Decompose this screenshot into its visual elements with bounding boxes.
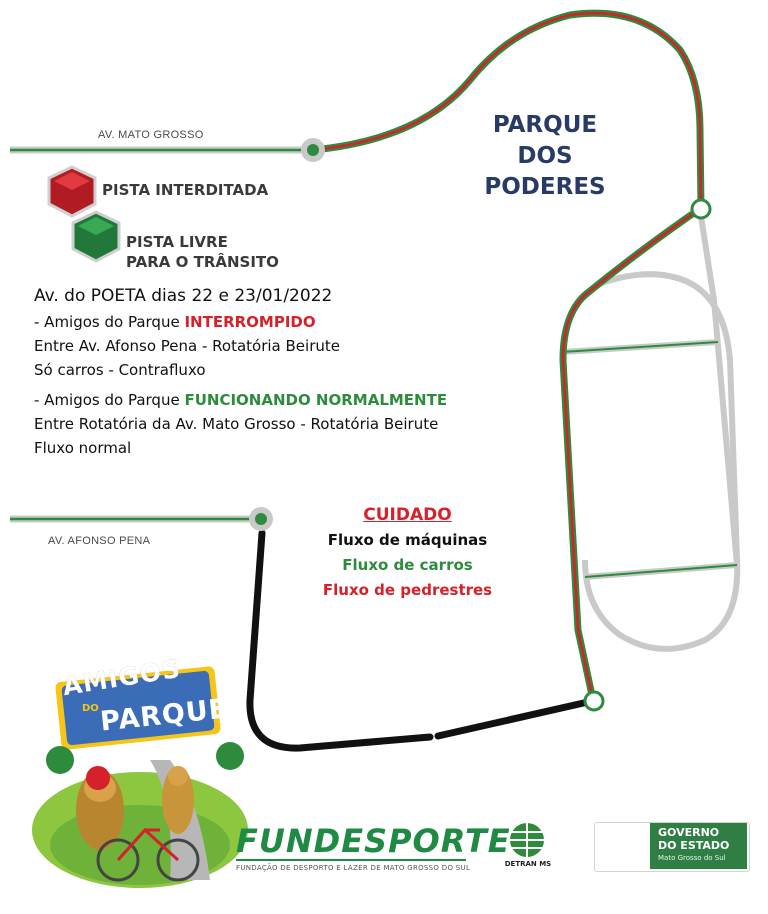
info-block2-line3: Fluxo normal <box>34 439 132 457</box>
info-date: Av. do POETA dias 22 e 23/01/2022 <box>34 286 333 306</box>
info-block2-prefix: - Amigos do Parque <box>34 391 185 409</box>
government-line3: Mato Grosso do Sul <box>658 854 726 862</box>
closed-hexagon-icon <box>49 167 95 216</box>
caution-title: CUIDADO <box>363 505 452 525</box>
legend-open-label <box>126 232 279 272</box>
info-block2-line1 <box>34 388 447 412</box>
info-block1-line1 <box>34 310 447 334</box>
cross-street-2-center <box>585 565 737 577</box>
node-beirute-top <box>692 200 710 218</box>
info-block1-line2: Entre Av. Afonso Pena - Rotatória Beirute <box>34 337 340 355</box>
node-mato-grosso <box>301 138 325 162</box>
government-logo-title <box>658 826 729 852</box>
park-title-line3: PODERES <box>484 174 606 200</box>
park-title-line2: DOS <box>517 143 573 169</box>
fundesporte-subtitle: FUNDAÇÃO DE DESPORTO E LAZER DE MATO GROSSO DO SUL <box>236 864 471 872</box>
info-block1-line3: Só carros - Contrafluxo <box>34 361 206 379</box>
caution-machines: Fluxo de máquinas <box>327 531 488 549</box>
legend-open-line2: PARA O TRÂNSITO <box>126 253 279 271</box>
info-block2-line2: Entre Rotatória da Av. Mato Grosso - Rotatória Beirute <box>34 415 439 433</box>
node-afonso-pena <box>249 507 273 531</box>
legend-open-line1: PISTA LIVRE <box>126 233 228 251</box>
detran-label: DETRAN MS <box>504 860 552 868</box>
info-block1-status: INTERROMPIDO <box>184 313 316 331</box>
street-label-afonso-pena: AV. AFONSO PENA <box>48 535 151 547</box>
amigos-logo-text-1: AMIGOS <box>60 653 183 702</box>
park-title-line1: PARQUE <box>492 112 598 138</box>
node-beirute-bottom <box>585 692 603 710</box>
amigos-logo-text-2: DO <box>82 703 99 714</box>
government-line1: GOVERNO <box>658 826 720 839</box>
park-title <box>470 110 620 203</box>
amigos-logo-text-3: PARQUE <box>98 693 230 738</box>
info-block1-prefix: - Amigos do Parque <box>34 313 185 331</box>
caution-pedestrians: Fluxo de pedrestres <box>322 581 493 599</box>
info-block2-status: FUNCIONANDO NORMALMENTE <box>184 391 448 409</box>
open-hexagon-icon <box>73 212 119 261</box>
caution-cars: Fluxo de carros <box>342 556 473 574</box>
caution-block <box>300 503 515 603</box>
info-text-block <box>34 284 447 460</box>
street-label-mato-grosso: AV. MATO GROSSO <box>98 129 204 141</box>
government-line2: DO ESTADO <box>658 839 730 852</box>
legend-closed-label: PISTA INTERDITADA <box>102 181 269 199</box>
fundesporte-logo-text: FUNDESPORTE <box>236 822 511 860</box>
cross-street-1-center <box>562 342 718 352</box>
